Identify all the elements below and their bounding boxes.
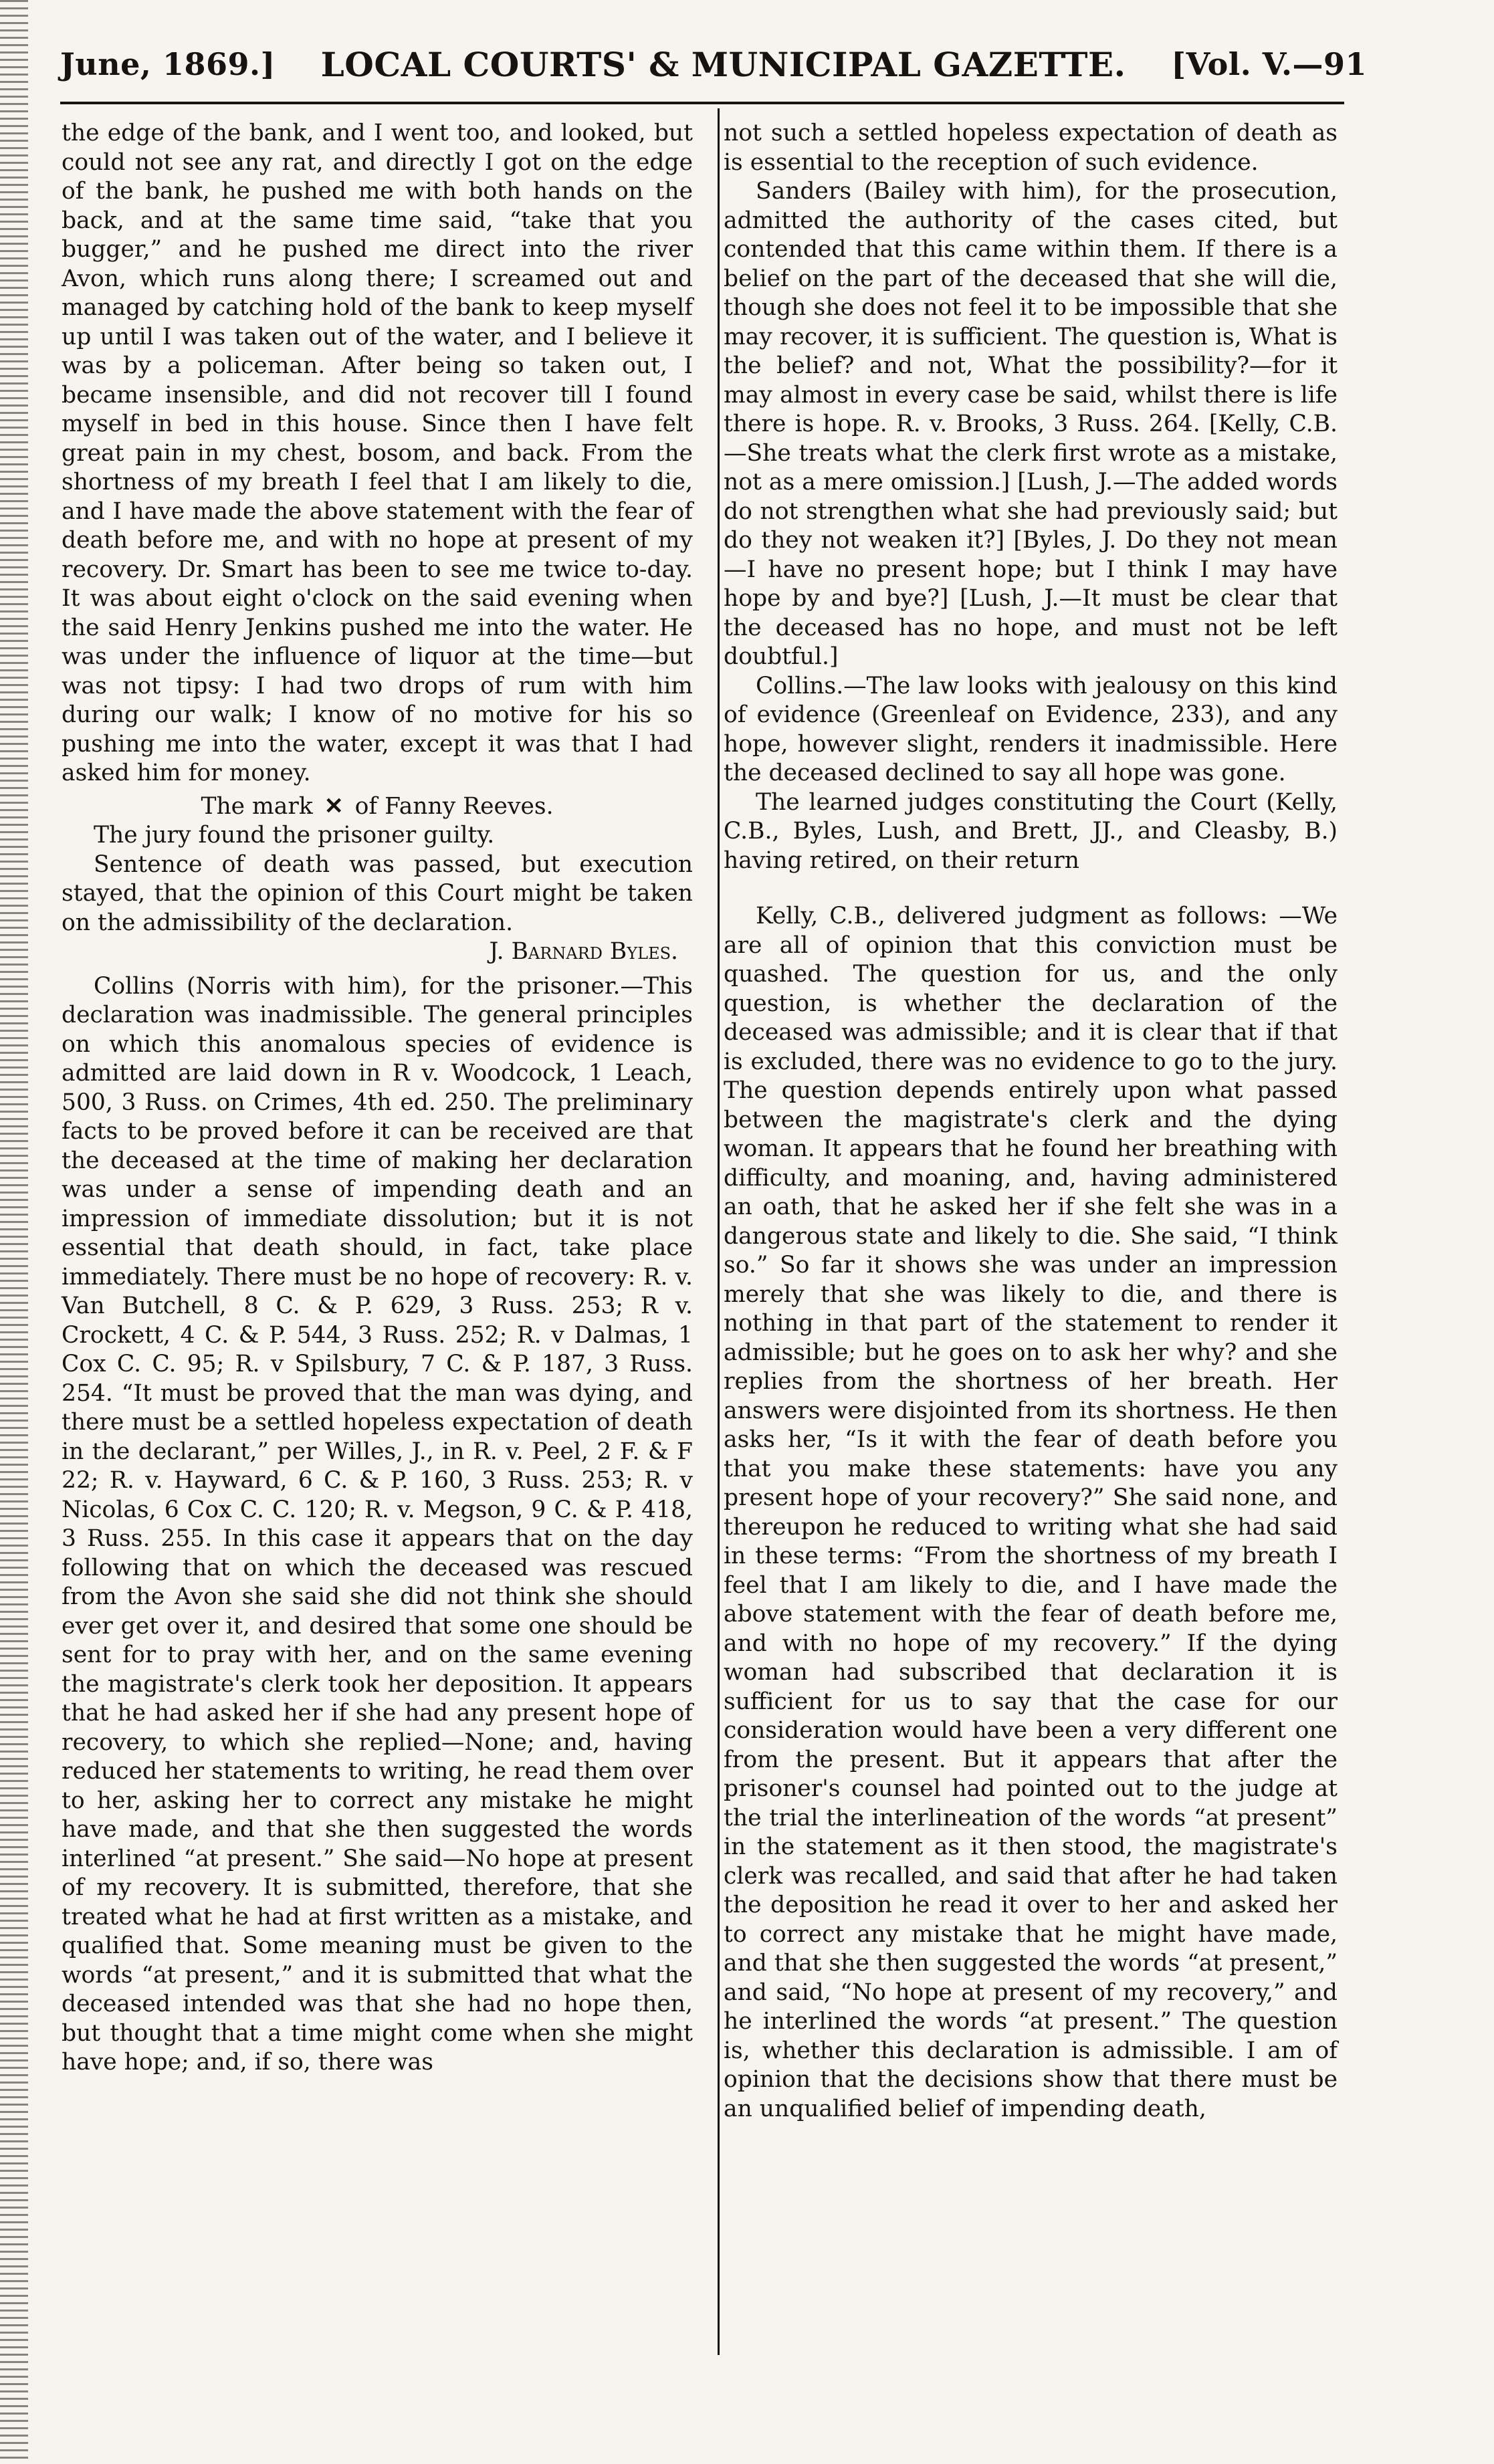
right-column (724, 119, 1338, 2406)
publication-title: LOCAL COURTS' & MUNICIPAL GAZETTE. (320, 44, 1126, 84)
x-mark-icon: ✕ (324, 792, 344, 820)
mark-line (62, 792, 693, 822)
judge-signature: J. Barnard Byles. (489, 938, 678, 965)
court-retired: The learned judges constituting the Court (Kelly, C.B., Byles, Lush, and Brett, JJ., and Cleasby, B.) having retired, on their return (724, 788, 1338, 874)
page-header (60, 40, 1367, 88)
mark-name: of Fanny Reeves. (354, 792, 554, 820)
scanned-page-edge (0, 0, 28, 2464)
verdict-line: The jury found the prisoner guilty. (94, 822, 495, 849)
defence-argument: Collins (Norris with him), for the prisoner.—This declaration was inadmissible. The general principles on which this anomalous species of evidence is admitted are laid down in R v. Woodcock, 1 Leach, 500, 3 Russ. on Crimes, 4th ed. 250. The preliminary facts to be proved before it can be received are that the deceased at the time of making her declaration was under a sense of impending death and an impression of immediate dissolution; but it is not essential that death should, in fact, take place immediately. There must be no hope of recovery: R. v. Van Butchell, 8 C. & P. 629, 3 Russ. 253; R v. Crockett, 4 C. & P. 544, 3 Russ. 252; R. v Dalmas, 1 Cox C. C. 95; R. v Spilsbury, 7 C. & P. 187, 3 Russ. 254. “It must be proved that the man was dying, and there must be a settled hopeless expectation of death in the declarant,” per Willes, J., in R. v. Peel, 2 F. & F 22; R. v. Hayward, 6 C. & P. 160, 3 Russ. 253; R. v Nicolas, 6 Cox C. C. 120; R. v. Megson, 9 C. & P. 418, 3 Russ. 255. In this case it appears that on the day following that on which the deceased was rescued from the Avon she said she did not think she should ever get over it, and desired that some one should be sent for to pray with her, and on the same evening the magistrate's clerk took her deposition. It appears that he had asked her if she had any present hope of recovery, to which she replied—None; and, having reduced her statements to writing, he read them over to her, asking her to correct any mistake he might have made, and that she then suggested the words interlined “at present.” She said—No hope at present of my recovery. It is submitted, therefore, that she treated what he had at first written as a mistake, and qualified that. Some meaning must be given to the words “at present,” and it is submitted that what the deceased intended was that she had no hope then, but thought that a time might come when she might have hope; and, if so, there was (62, 972, 693, 2076)
judgment-paragraph: Kelly, C.B., delivered judgment as follows: —We are all of opinion that this conviction must be quashed. The question for us, and the only question, is whether the declaration of the deceased was admissible; and it is clear that if that is excluded, there was no evidence to go to the jury. The question depends entirely upon what passed between the magistrate's clerk and the dying woman. It appears that he found her breathing with difficulty, and moaning, and, having administered an oath, that he asked her if she felt she was in a dangerous state and likely to die. She said, “I think so.” So far it shows she was under an impression merely that she was likely to die, and there is nothing in that part of the statement to render it admissible; but he goes on to ask her why? and she replies from the shortness of her breath. Her answers were disjointed from its shortness. He then asks her, “Is it with the fear of death before you that you make these statements: have you any present hope of your recovery?” She said none, and thereupon he reduced to writing what she had said in these terms: “From the shortness of my breath I feel that I am likely to die, and I have made the above statement with the fear of death before me, and with no hope of my recovery.” If the dying woman had subscribed that declaration it is sufficient for us to say that the case for our consideration would have been a very different one from the present. But it appears that after the prisoner's counsel had pointed out to the judge at the trial the interlineation of the words “at present” in the statement as it then stood, the magistrate's clerk was recalled, and said that after he had taken the deposition he read it over to her and asked her to correct any mistake that he might have made, and that she then suggested the words “at present,” and said, “No hope at present of my recovery,” and he interlined the words “at present.” The question is, whether this declaration is admissible. I am of opinion that the decisions show that there must be an unqualified belief of impending death, (724, 903, 1338, 2122)
declaration-text: the edge of the bank, and I went too, and looked, but could not see any rat, and directly I got on the edge of the bank, he pushed me with both hands on the back, and at the same time said, “take that you bugger,” and he pushed me direct into the river Avon, which runs along there; I screamed out and managed by catching hold of the bank to keep myself up until I was taken out of the water, and I believe it was by a policeman. After being so taken out, I became insensible, and did not recover till I found myself in bed in this house. Since then I have felt great pain in my chest, bosom, and back. From the shortness of my breath I feel that I am likely to die, and I have made the above statement with the fear of death before me, and with no hope at present of my recovery. Dr. Smart has been to see me twice to-day. It was about eight o'clock on the said evening when the said Henry Jenkins pushed me into the water. He was under the influence of liquor at the time—but was not tipsy: I had two drops of rum with him during our walk; I know of no motive for his so pushing me into the water, except it was that I had asked him for money. (62, 120, 693, 786)
column-divider (718, 108, 720, 2355)
mark-label: The mark (201, 792, 313, 820)
header-rule (60, 102, 1344, 104)
issue-date: June, 1869.] (60, 46, 276, 82)
volume-page: [Vol. V.—91 (1171, 46, 1367, 82)
sentence-paragraph: Sentence of death was passed, but execution stayed, that the opinion of this Court might be taken on the admissibility of the declaration. (62, 851, 693, 936)
continued-argument: not such a settled hopeless expectation of death as is essential to the reception of such evidence. (724, 120, 1338, 176)
reply-argument: Collins.—The law looks with jealousy on this kind of evidence (Greenleaf on Evidence, 233), and any hope, however slight, renders it inadmissible. Here the deceased declined to say all hope was gone. (724, 672, 1338, 786)
section-gap (724, 875, 1338, 902)
prosecution-argument: Sanders (Bailey with him), for the prosecution, admitted the authority of the cases cited, but contended that this came within them. If there is a belief on the part of the deceased that she will die, though she does not feel it to be impossible that she may recover, it is sufficient. The question is, What is the belief? and not, What the possibility?—for it may almost in every case be said, whilst there is life there is hope. R. v. Brooks, 3 Russ. 264. [Kelly, C.B.—She treats what the clerk first wrote as a mistake, not as a mere omission.] [Lush, J.—The added words do not strengthen what she had previously said; but do they not weaken it?] [Byles, J. Do they not mean—I have no present hope; but I think I may have hope by and bye?] [Lush, J.—It must be clear that the deceased has no hope, and must not be left doubtful.] (724, 178, 1338, 670)
left-column (62, 119, 693, 2406)
